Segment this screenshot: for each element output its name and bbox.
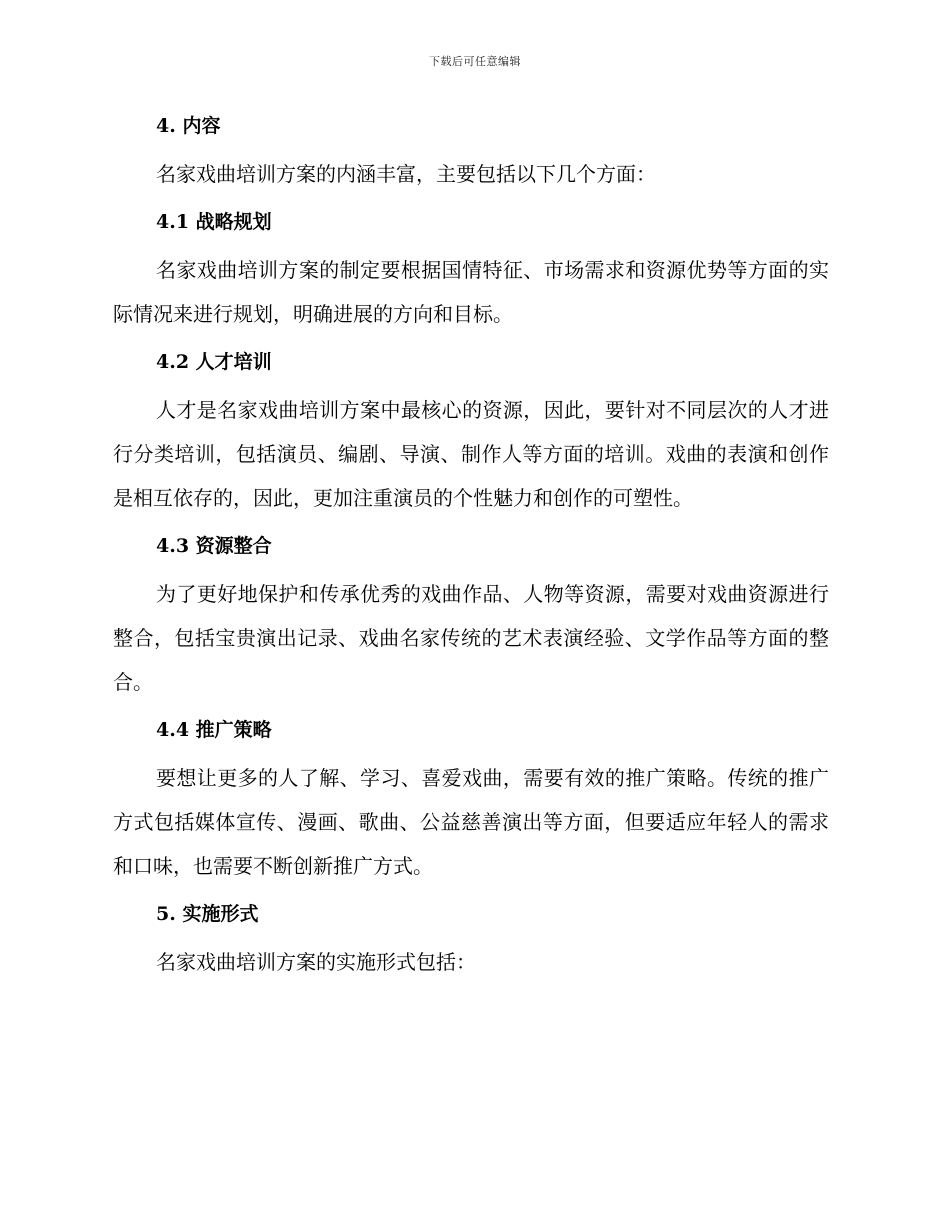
section-4-intro: 名家戏曲培训方案的内涵丰富，主要包括以下几个方面： xyxy=(156,162,656,186)
section-5-heading: 5. 实施形式 xyxy=(156,903,259,925)
section-5-intro: 名家戏曲培训方案的实施形式包括： xyxy=(156,950,476,974)
section-4-4-body: 要想让更多的人了解、学习、喜爱戏曲，需要有效的推广策略。传统的推广方式包括媒体宣传、漫画、歌曲、公益慈善演出等方面，但要适应年轻人的需求和口味，也需要不断创新推广方式。 xyxy=(113,766,829,878)
page-header-note: 下载后可任意编辑 xyxy=(429,55,521,68)
document-body xyxy=(113,110,829,984)
section-4-3-heading: 4.3 资源整合 xyxy=(156,535,272,557)
section-4-2-body: 人才是名家戏曲培训方案中最核心的资源，因此，要针对不同层次的人才进行分类培训，包括演员、编剧、导演、制作人等方面的培训。戏曲的表演和创作是相互依存的，因此，更加注重演员的个性魅力和创作的可塑性。 xyxy=(113,398,829,510)
section-4-2-heading: 4.2 人才培训 xyxy=(156,351,272,373)
section-4-1-heading: 4.1 战略规划 xyxy=(156,211,272,233)
section-4-3-body: 为了更好地保护和传承优秀的戏曲作品、人物等资源，需要对戏曲资源进行整合，包括宝贵演出记录、戏曲名家传统的艺术表演经验、文学作品等方面的整合。 xyxy=(113,582,829,694)
section-4-1-body: 名家戏曲培训方案的制定要根据国情特征、市场需求和资源优势等方面的实际情况来进行规划，明确进展的方向和目标。 xyxy=(113,258,829,326)
section-4-4-heading: 4.4 推广策略 xyxy=(156,719,272,741)
section-4-heading: 4. 内容 xyxy=(156,115,221,137)
